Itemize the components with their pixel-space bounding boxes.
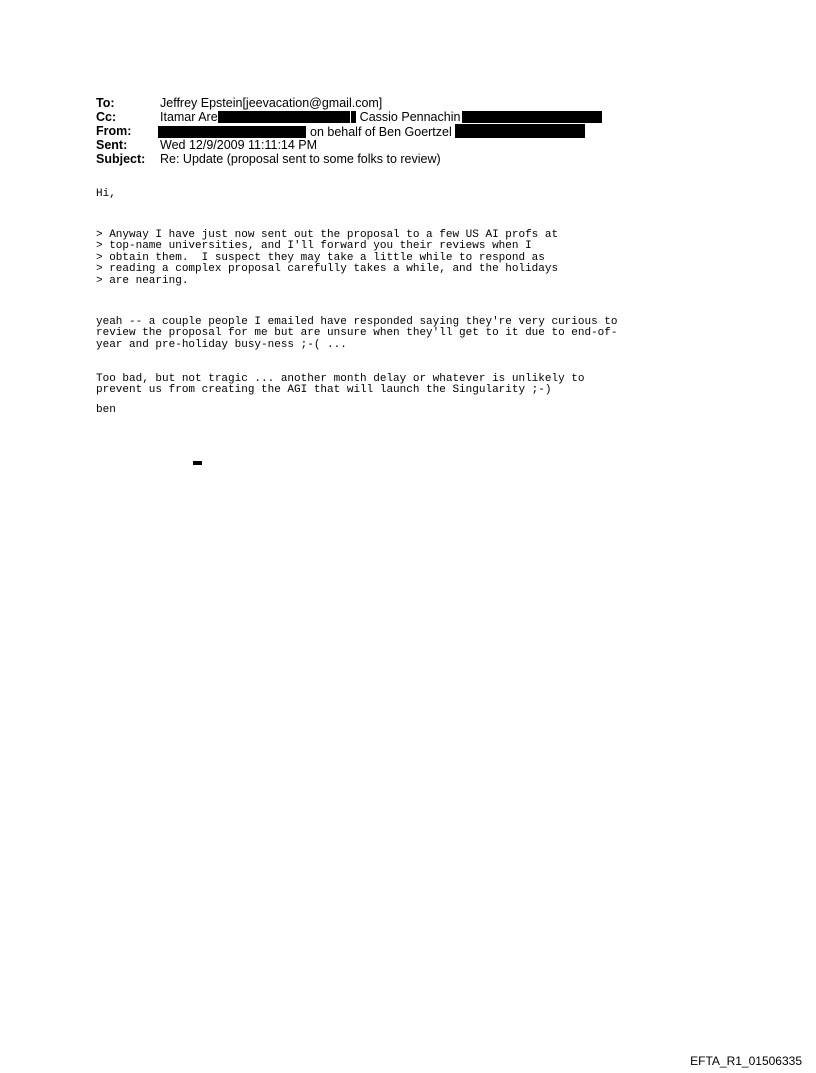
sent-label: Sent:: [96, 138, 128, 152]
cc-name-1: Itamar Are: [160, 110, 218, 124]
redaction-block: [218, 111, 350, 123]
quote-line: > reading a complex proposal carefully takes a while, and the holidays: [96, 263, 559, 275]
scan-mark: [193, 461, 202, 465]
to-label: To:: [96, 96, 115, 110]
cc-value: [160, 110, 602, 124]
subject-label: Subject:: [96, 152, 146, 166]
redaction-block: [455, 124, 585, 138]
email-greeting: Hi,: [96, 188, 116, 200]
text-line: prevent us from creating the AGI that will launch the Singularity ;-): [96, 384, 552, 396]
subject-value: Re: Update (proposal sent to some folks to review): [160, 152, 441, 166]
redaction-block: [462, 111, 602, 123]
sent-value: Wed 12/9/2009 11:11:14 PM: [160, 138, 318, 152]
redaction-block: [158, 126, 306, 138]
reply-paragraph-1: [96, 305, 618, 363]
from-label: From:: [96, 124, 132, 138]
document-id: EFTA_R1_01506335: [690, 1054, 802, 1068]
quoted-text: [96, 218, 558, 299]
from-value: [158, 124, 585, 139]
quote-line: > obtain them. I suspect they may take a little while to respond as: [96, 251, 545, 264]
to-value: Jeffrey Epstein[jeevacation@gmail.com]: [160, 96, 383, 110]
text-line: review the proposal for me but are unsure when they'll get to it due to end-of-: [96, 327, 618, 339]
cc-name-2: Cassio Pennachin: [359, 110, 461, 124]
quote-line: > Anyway I have just now sent out the proposal to a few US AI profs at: [96, 228, 559, 241]
signature: ben: [96, 404, 116, 416]
cc-label: Cc:: [96, 110, 117, 124]
text-line: yeah -- a couple people I emailed have responded saying they're very curious to: [96, 315, 618, 328]
quote-line: > top-name universities, and I'll forward you their reviews when I: [96, 240, 532, 252]
quote-line: > are nearing.: [96, 274, 189, 287]
text-line: year and pre-holiday busy-ness ;-( ...: [96, 338, 347, 351]
redaction-block: [351, 111, 356, 123]
text-line: Too bad, but not tragic ... another month delay or whatever is unlikely to: [96, 372, 585, 385]
from-text: on behalf of Ben Goertzel: [310, 125, 452, 139]
reply-paragraph-2: [96, 362, 584, 408]
